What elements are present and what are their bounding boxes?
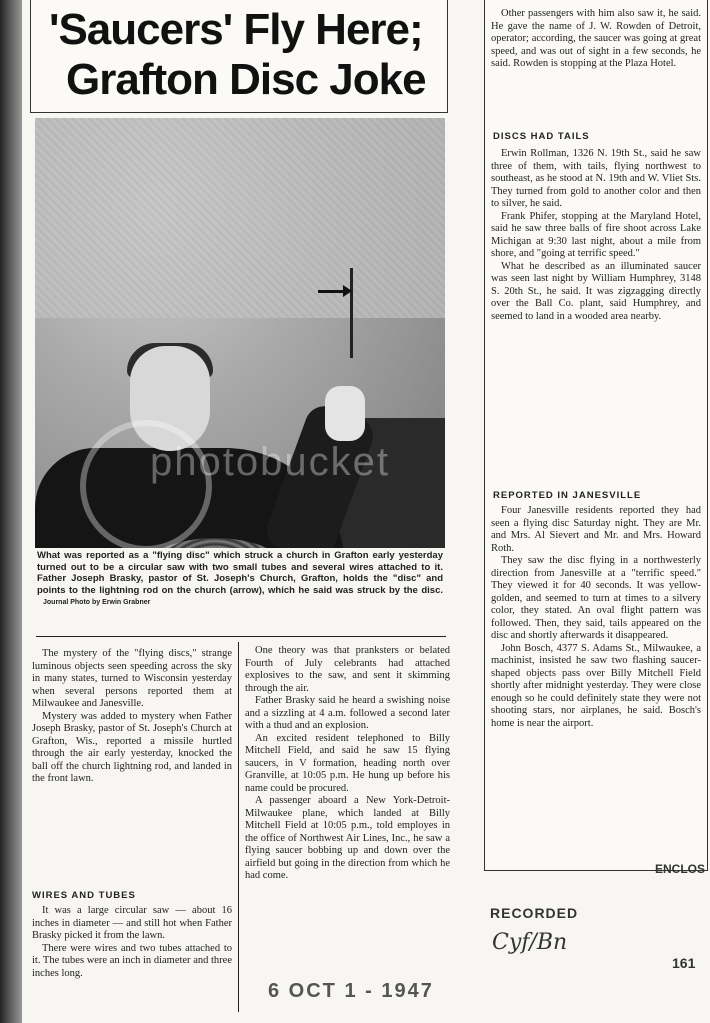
col1-paragraph: It was a large circular saw — about 16 inches in diameter — and still hot when Father Brasky picked it from the lawn. — [32, 905, 232, 941]
article-column-3c — [491, 505, 701, 730]
recorded-stamp: RECORDED — [490, 905, 579, 921]
col1-paragraph: Mystery was added to mystery when Father Joseph Brasky, pastor of St. Joseph's Church at Grafton, Wis., reported a missile hurtled through the air early yesterday, knocked the ball off the church lightning rod, and landed in the front lawn. — [32, 710, 232, 784]
headline-box — [30, 0, 448, 113]
col3-paragraph: Frank Phifer, stopping at the Maryland Hotel, said he saw three balls of fire shoot across Lake Michigan at 9:30 last night, about a mile from shore, and "going at terrific speed." — [491, 210, 701, 259]
col3-paragraph: Other passengers with him also saw it, he said. He gave the name of J. W. Rowden of Detroit, operator; according, the saucer was going at great speed, and was out of sight in a few seconds, he said. Rowden is stopping at the Plaza Hotel. — [491, 8, 701, 69]
col3-paragraph: Four Janesville residents reported they had seen a flying disc Saturday night. They are Mr. and Mrs. Al Sievert and Mr. and Mrs. Howard Roth. — [491, 505, 701, 554]
lightning-rod — [350, 268, 353, 358]
headline-line-1: 'Saucers' Fly Here; — [49, 5, 423, 54]
caption-text: What was reported as a "flying disc" which struck a church in Grafton early yesterday turned out to be a circular saw with two small tubes and several wires attached to it. Father Joseph Brasky, pastor of St. Joseph's Church, Grafton, holds the "disc" and points to the lightning rod on the church (arrow), which he said was struck by the disc. — [37, 550, 443, 596]
headline-line-2: Grafton Disc Joke — [66, 55, 426, 104]
col1-paragraph: There were wires and two tubes attached to it. The tubes were an inch in diameter and three inches long. — [32, 942, 232, 979]
subhead-reported-in-janesville: REPORTED IN JANESVILLE — [493, 490, 642, 501]
col3-paragraph: Erwin Rollman, 1326 N. 19th St., said he saw three of them, with tails, flying northwest to southeast, as he stood at N. 19th and W. Vliet Sts. They turned from gold to another color and then to silver, he said. — [491, 148, 701, 209]
caption-rule — [36, 636, 446, 637]
enclosure-stamp: ENCLOS — [655, 862, 706, 876]
col3-paragraph: They saw the disc flying in a northwesterly direction from Janesville at a "terrific speed." They viewed it for 40 seconds. It was yellow-golden, and seemed to turn at times to a silvery color, they stated. An oval flight pattern was followed. Then, they said, tails appeared on the disc and shortly afterwards it disappeared. — [491, 555, 701, 641]
article-column-1b — [32, 905, 232, 980]
article-column-3b — [491, 148, 701, 323]
col1-paragraph: The mystery of the "flying discs," strange luminous objects seen speeding across the sky in many states, turned to Wisconsin yesterday when several persons reported them at Milwaukee and Janesville. — [32, 648, 232, 709]
handwritten-initials: Cyf/Bn — [492, 930, 568, 955]
article-column-3 — [491, 8, 701, 71]
caption-credit: Journal Photo by Erwin Grabner — [43, 599, 151, 606]
photobucket-watermark: photobucket — [150, 440, 390, 484]
col2-paragraph: One theory was that pranksters or belated Fourth of July celebrants had attached explosives to the saw, and sent it skimming through the air. — [245, 645, 450, 694]
article-column-1 — [32, 648, 232, 786]
col3-paragraph: What he described as an illuminated saucer was seen last night by William Humphrey, 3148 S. 20th St., he said. It was zigzagging directly over the Ball Co. plant, said Humphrey, and seemed to land in a wooded area nearby. — [491, 260, 701, 322]
subhead-discs-had-tails: DISCS HAD TAILS — [493, 131, 590, 142]
date-stamp: 6 OCT 1 - 1947 — [268, 980, 434, 1002]
column-rule — [238, 642, 239, 1012]
col3-paragraph: John Bosch, 4377 S. Adams St., Milwaukee, a machinist, insisted he saw two flashing saucer-shaped objects pass over Billy Mitchell Field shortly after midnight yesterday. They were close enough so he could definitely state they were not shooting stars, nor airplanes, he said. Bosch's home is near the airport. — [491, 642, 701, 729]
col2-paragraph: An excited resident telephoned to Billy Mitchell Field, and said he saw 15 flying saucers, in V formation, heading north over Granville, at 10:05 p.m. He hung up before his name could be procured. — [245, 732, 450, 794]
col2-paragraph: Father Brasky said he heard a swishing noise and a sizzling at 4 a.m. followed a second later with a thud and an explosion. — [245, 695, 450, 731]
article-column-2 — [245, 645, 450, 883]
subhead-wires-and-tubes: WIRES AND TUBES — [32, 890, 136, 901]
arrow-icon — [318, 290, 346, 293]
photo-caption — [37, 550, 443, 609]
page-number-stamp: 161 — [672, 955, 696, 971]
priest-hand — [325, 386, 365, 441]
photo-sky — [35, 118, 445, 318]
col2-paragraph: A passenger aboard a New York-Detroit-Milwaukee plane, which landed at Billy Mitchell Field at 10:05 p.m., told employes in the office of Northwest Air Lines, Inc., he saw a flying saucer bobbing up and down over the airfield but going in the direction from which he had come. — [245, 795, 450, 881]
scan-binding-edge — [0, 0, 22, 1023]
